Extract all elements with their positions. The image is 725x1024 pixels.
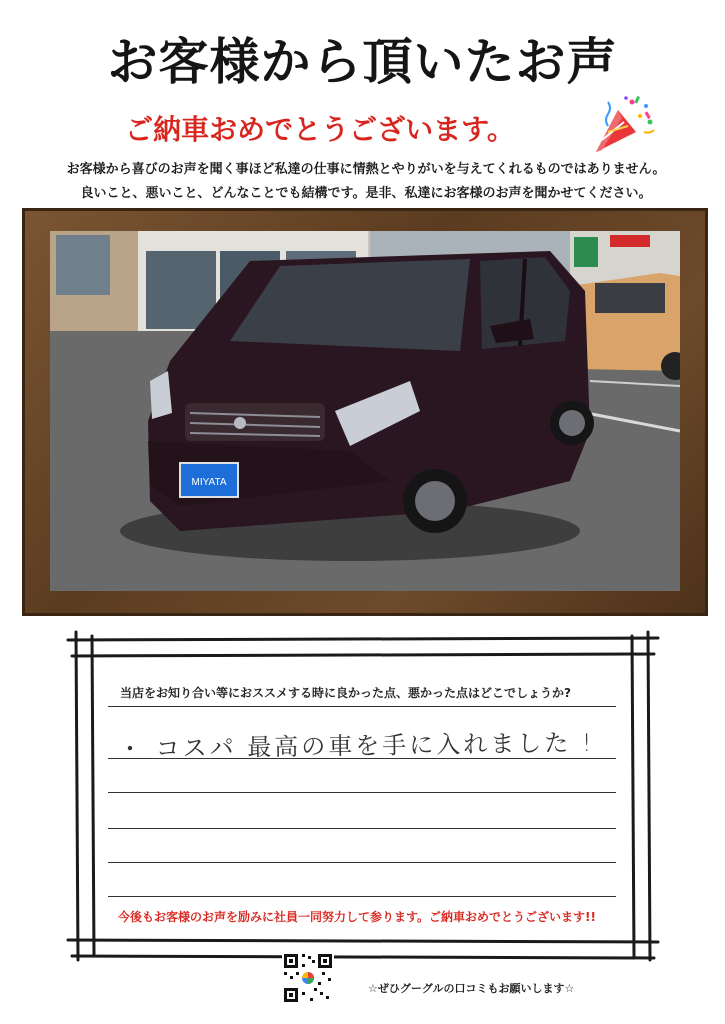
car-photo (50, 231, 680, 591)
answer-line-5 (108, 862, 616, 863)
intro-line-1: お客様から喜びのお声を聞く事ほど私達の仕事に情熱とやりがいを与えてくれるものではありません。 (66, 162, 666, 177)
answer-line-3 (108, 792, 616, 793)
party-popper-icon (588, 92, 658, 156)
intro-text (36, 158, 696, 206)
answer-line-6 (108, 896, 616, 897)
intro-line-2: 良いこと、悪いこと、どんなことでも結構です。是非、私達にお客様のお声を聞かせてください。 (80, 186, 652, 201)
answer-line-4 (108, 828, 616, 829)
question-text: 当店をお知り合い等におススメする時に良かった点、悪かった点はどこでしょうか? (120, 686, 571, 700)
google-review-text: ☆ぜひグーグルの口コミもお願いします☆ (368, 982, 575, 995)
congrats-heading: ご納車おめでとうございます。 (125, 113, 515, 146)
page-title: お客様から頂いたお声 (107, 33, 618, 91)
qr-code-icon[interactable] (282, 952, 334, 1004)
closing-message: 今後もお客様のお声を励みに社員一同努力して参ります。ご納車おめでとうございます!! (118, 910, 596, 924)
handwritten-answer: ・ コスパ 最高の車を手に入れました ! (117, 728, 595, 764)
answer-line-1 (108, 706, 616, 707)
plate-text: MIYATA (191, 477, 227, 488)
